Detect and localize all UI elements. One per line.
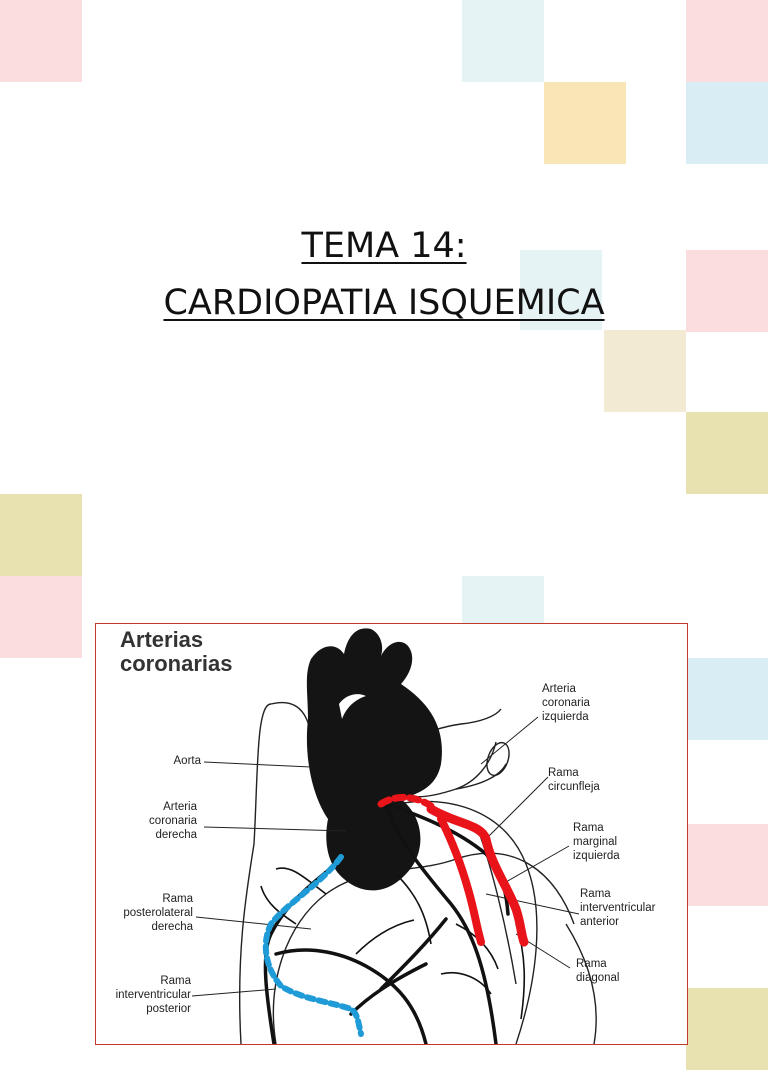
label-diagonal: Rama diagonal (576, 958, 620, 984)
label-left-marginal: Rama marginal izquierda (573, 822, 620, 862)
decor-square (544, 82, 626, 164)
slide-title (0, 218, 768, 332)
figure-heading-line2: coronarias (120, 651, 233, 676)
label-circumflex: Rama circunfleja (548, 767, 600, 793)
decor-square (462, 0, 544, 82)
label-aorta: Aorta (173, 755, 201, 767)
decor-square (686, 988, 768, 1070)
decor-square (686, 82, 768, 164)
decor-square (0, 576, 82, 658)
label-posterolateral: Rama posterolateral derecha (123, 893, 193, 933)
label-left-coronary: Arteria coronaria izquierda (542, 683, 590, 723)
decor-square (686, 824, 768, 906)
decor-square (686, 658, 768, 740)
label-posterior-interventricular: Rama interventricular posterior (115, 975, 191, 1015)
slide-title-line2: CARDIOPATIA ISQUEMICA (163, 283, 605, 323)
label-right-coronary: Arteria coronaria derecha (149, 801, 197, 841)
decor-square (686, 412, 768, 494)
figure-heading-line1: Arterias (120, 627, 204, 652)
coronary-arteries-figure (95, 623, 688, 1045)
decor-square (0, 494, 82, 576)
figure-heading (120, 628, 233, 676)
slide-title-line1: TEMA 14: (301, 226, 467, 266)
decor-square (0, 0, 82, 82)
decor-square (604, 330, 686, 412)
decor-square (686, 0, 768, 82)
label-anterior-interventricular: Rama interventricular anterior (580, 888, 656, 928)
aorta-shape (307, 628, 442, 890)
